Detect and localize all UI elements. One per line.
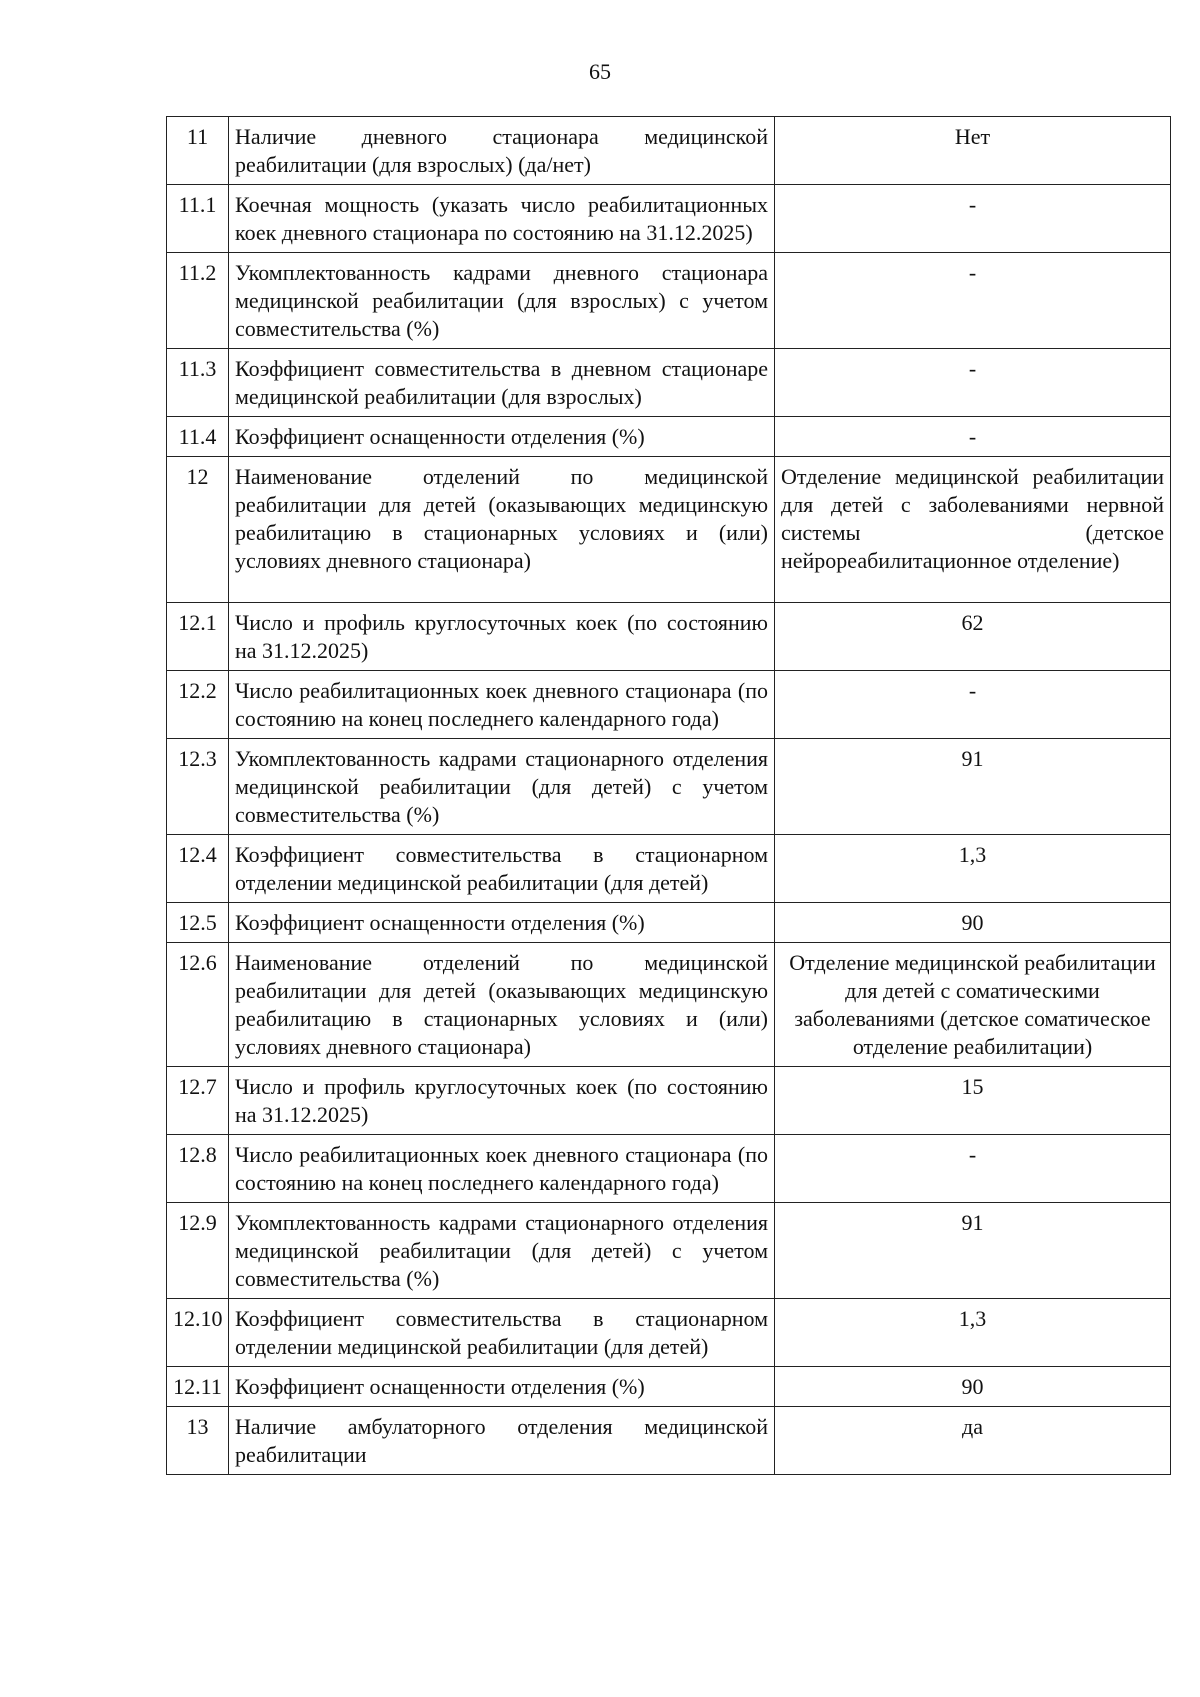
indicators-table — [166, 116, 1171, 1475]
row-number: 11.4 — [167, 417, 229, 457]
row-value: 90 — [775, 903, 1171, 943]
row-description: Коэффициент совместительства в стационарном отделении медицинской реабилитации (для детей) — [229, 835, 775, 903]
row-description: Наименование отделений по медицинской реабилитации для детей (оказывающих медицинскую реабилитацию в стационарных условиях и (или) условиях дневного стационара) — [229, 943, 775, 1067]
row-value: 1,3 — [775, 1299, 1171, 1367]
row-number: 11.2 — [167, 253, 229, 349]
table-row — [167, 1203, 1171, 1299]
table-row — [167, 603, 1171, 671]
row-value: Отделение медицинской реабилитации для детей с заболеваниями нервной системы (детское нейрореабилитационное отделение) — [775, 457, 1171, 603]
row-number: 12.6 — [167, 943, 229, 1067]
row-description: Коэффициент оснащенности отделения (%) — [229, 903, 775, 943]
table-row — [167, 1407, 1171, 1475]
row-description: Наличие амбулаторного отделения медицинской реабилитации — [229, 1407, 775, 1475]
table-row — [167, 1367, 1171, 1407]
table-row — [167, 1299, 1171, 1367]
table-row — [167, 1067, 1171, 1135]
table-row — [167, 117, 1171, 185]
row-description: Число и профиль круглосуточных коек (по состоянию на 31.12.2025) — [229, 1067, 775, 1135]
row-value: 91 — [775, 739, 1171, 835]
row-description: Укомплектованность кадрами стационарного отделения медицинской реабилитации (для детей) с учетом совместительства (%) — [229, 739, 775, 835]
row-number: 12.5 — [167, 903, 229, 943]
row-value: - — [775, 417, 1171, 457]
row-description: Укомплектованность кадрами дневного стационара медицинской реабилитации (для взрослых) с учетом совместительства (%) — [229, 253, 775, 349]
row-value: 1,3 — [775, 835, 1171, 903]
row-number: 12.2 — [167, 671, 229, 739]
row-description: Коэффициент совместительства в дневном стационаре медицинской реабилитации (для взрослых) — [229, 349, 775, 417]
row-number: 12.3 — [167, 739, 229, 835]
row-number: 12.11 — [167, 1367, 229, 1407]
row-value: 62 — [775, 603, 1171, 671]
row-description: Коечная мощность (указать число реабилитационных коек дневного стационара по состоянию на 31.12.2025) — [229, 185, 775, 253]
row-description: Укомплектованность кадрами стационарного отделения медицинской реабилитации (для детей) с учетом совместительства (%) — [229, 1203, 775, 1299]
table-row — [167, 457, 1171, 603]
row-description: Число реабилитационных коек дневного стационара (по состоянию на конец последнего календарного года) — [229, 1135, 775, 1203]
row-description: Коэффициент оснащенности отделения (%) — [229, 1367, 775, 1407]
row-description: Число и профиль круглосуточных коек (по состоянию на 31.12.2025) — [229, 603, 775, 671]
row-description: Наименование отделений по медицинской реабилитации для детей (оказывающих медицинскую реабилитацию в стационарных условиях и (или) условиях дневного стационара) — [229, 457, 775, 603]
row-description: Коэффициент совместительства в стационарном отделении медицинской реабилитации (для детей) — [229, 1299, 775, 1367]
row-value: - — [775, 349, 1171, 417]
row-number: 12.8 — [167, 1135, 229, 1203]
row-value: - — [775, 1135, 1171, 1203]
row-value: 91 — [775, 1203, 1171, 1299]
row-number: 11.1 — [167, 185, 229, 253]
row-value: - — [775, 253, 1171, 349]
table-row — [167, 185, 1171, 253]
row-number: 13 — [167, 1407, 229, 1475]
page-number: 65 — [589, 59, 611, 84]
table-row — [167, 739, 1171, 835]
row-value: 90 — [775, 1367, 1171, 1407]
row-value: Нет — [775, 117, 1171, 185]
table-row — [167, 1135, 1171, 1203]
row-number: 11.3 — [167, 349, 229, 417]
row-number: 12.9 — [167, 1203, 229, 1299]
row-number: 12.7 — [167, 1067, 229, 1135]
row-number: 12.4 — [167, 835, 229, 903]
table-row — [167, 835, 1171, 903]
table-row — [167, 671, 1171, 739]
row-number: 12.10 — [167, 1299, 229, 1367]
row-number: 11 — [167, 117, 229, 185]
row-description: Наличие дневного стационара медицинской реабилитации (для взрослых) (да/нет) — [229, 117, 775, 185]
table-row — [167, 943, 1171, 1067]
table-row — [167, 417, 1171, 457]
row-value: - — [775, 671, 1171, 739]
row-description: Число реабилитационных коек дневного стационара (по состоянию на конец последнего календарного года) — [229, 671, 775, 739]
table-row — [167, 253, 1171, 349]
row-value: 15 — [775, 1067, 1171, 1135]
row-number: 12 — [167, 457, 229, 603]
row-value: Отделение медицинской реабилитации для детей с соматическими заболеваниями (детское соматическое отделение реабилитации) — [775, 943, 1171, 1067]
table-row — [167, 903, 1171, 943]
table-row — [167, 349, 1171, 417]
row-value: да — [775, 1407, 1171, 1475]
row-value: - — [775, 185, 1171, 253]
row-description: Коэффициент оснащенности отделения (%) — [229, 417, 775, 457]
row-number: 12.1 — [167, 603, 229, 671]
